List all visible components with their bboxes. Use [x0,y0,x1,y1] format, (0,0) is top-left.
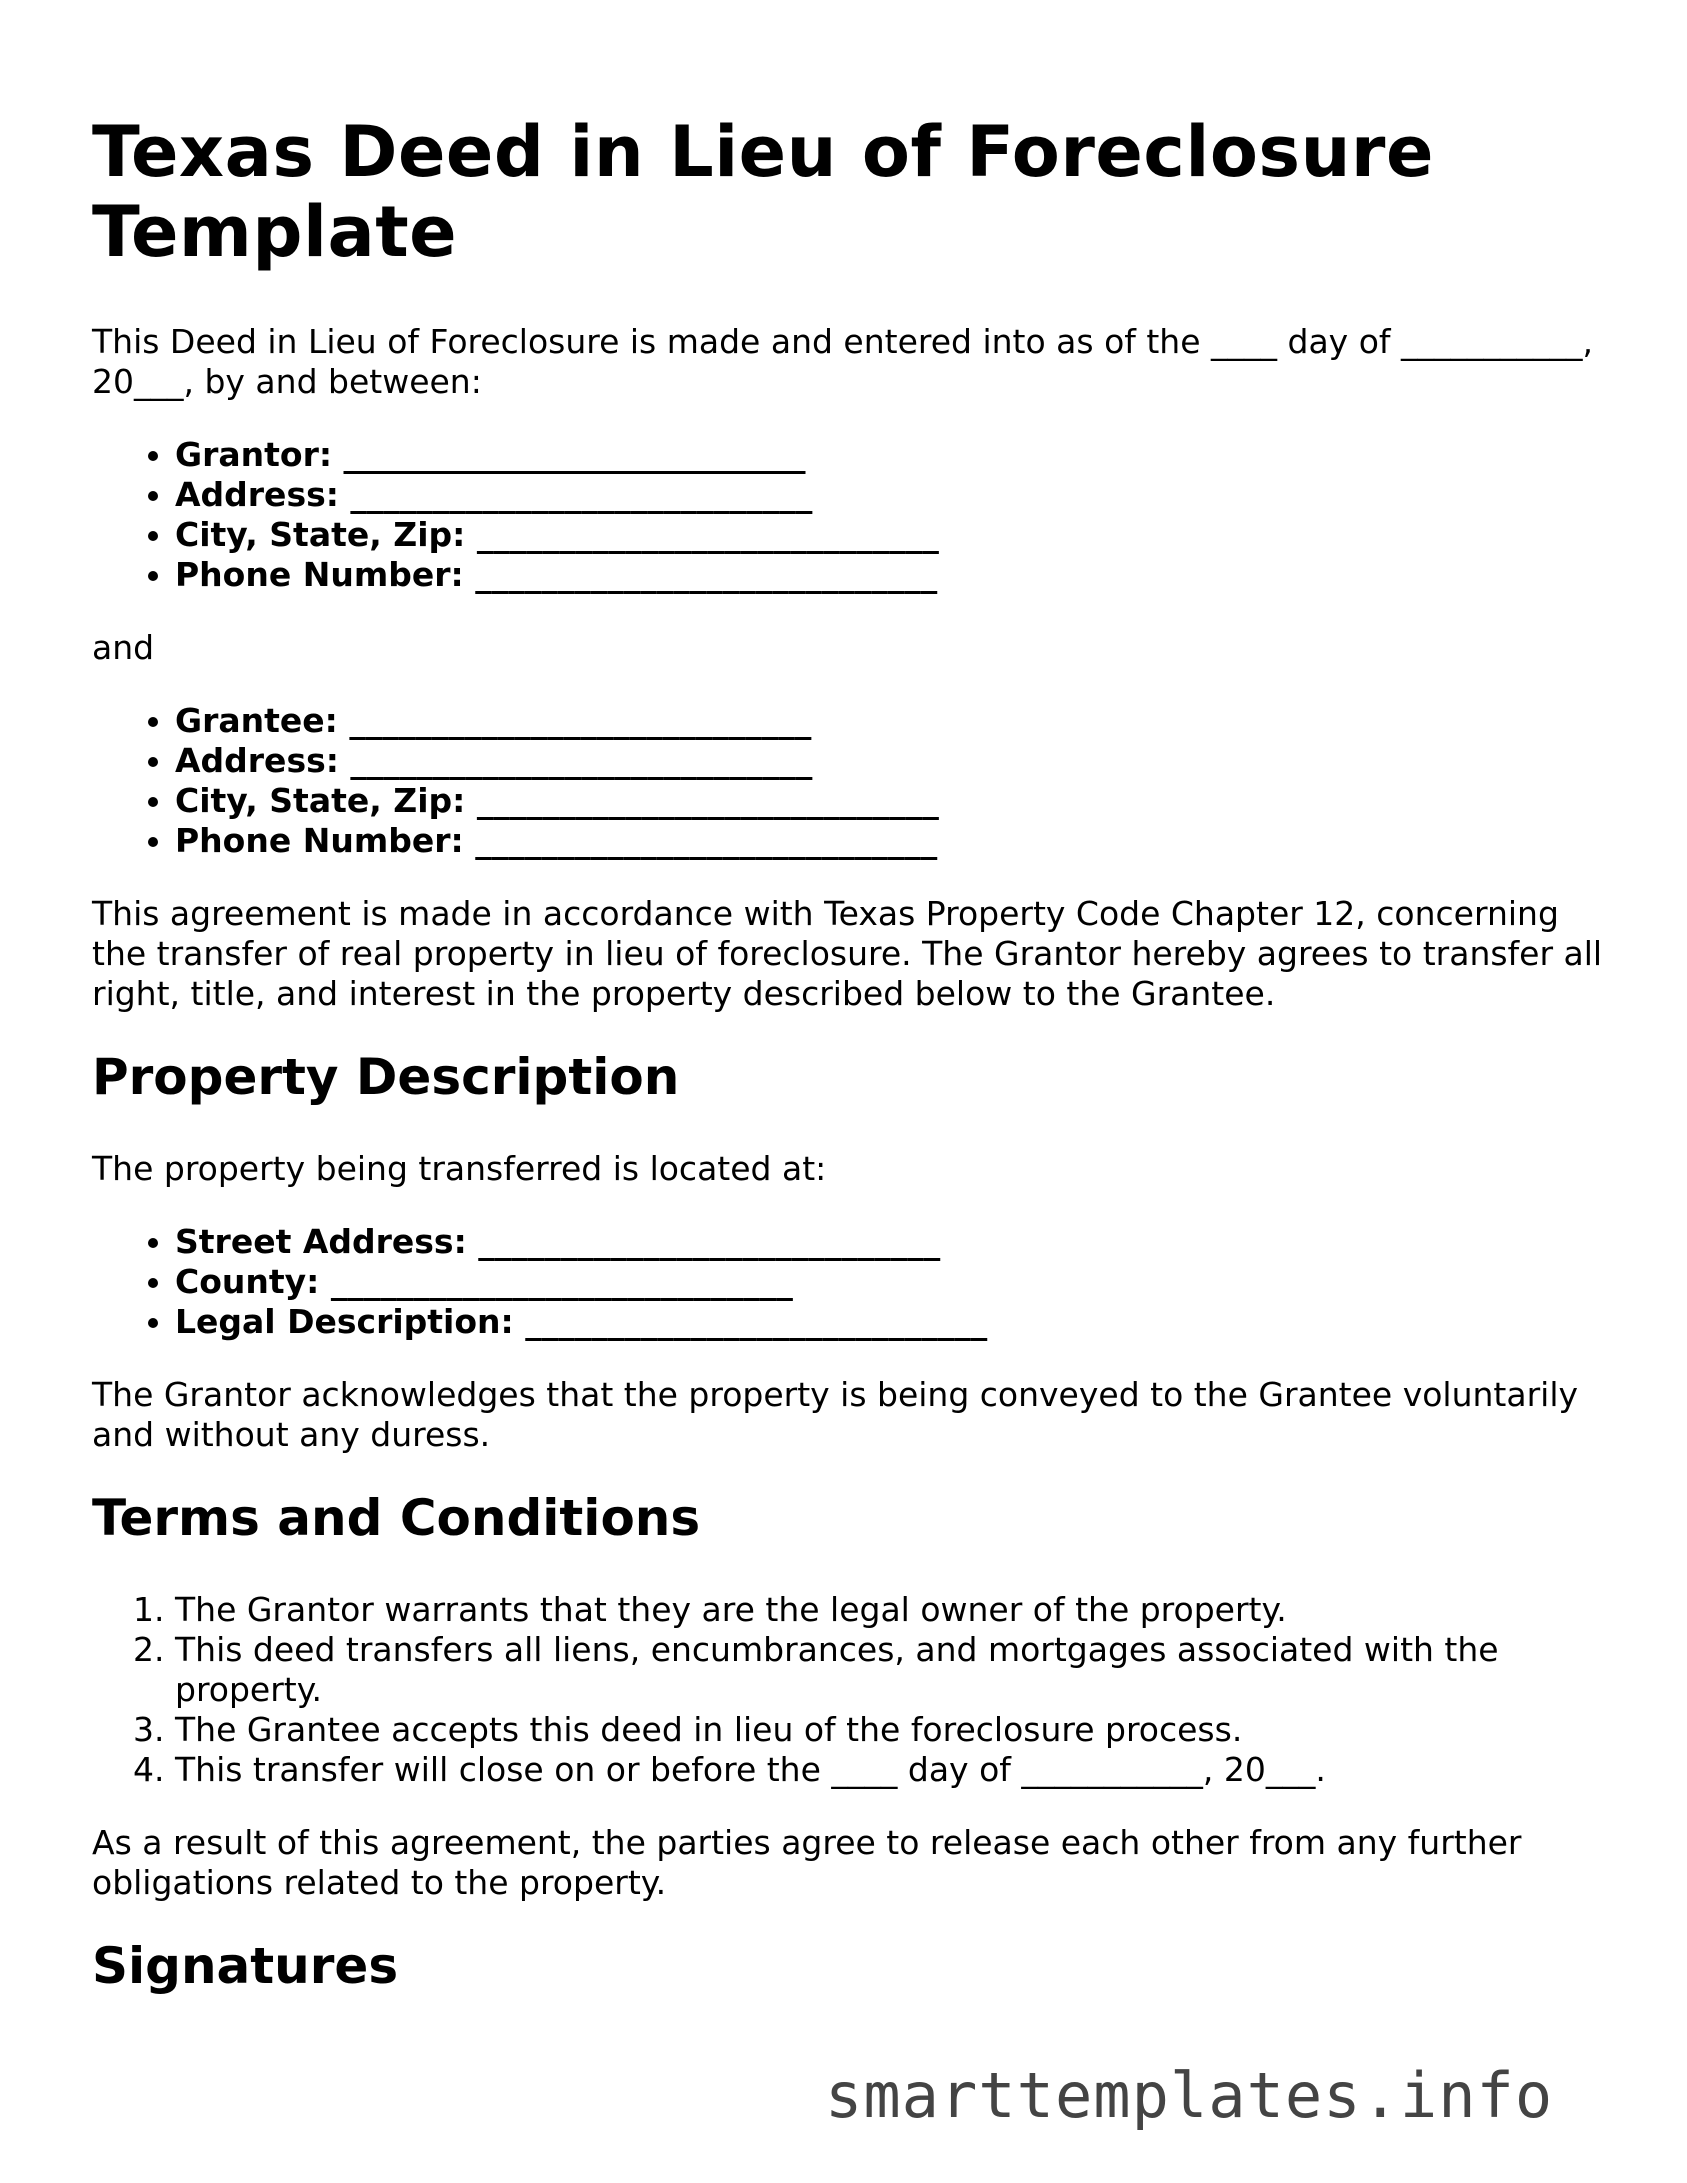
field-blank: ____________________________ [330,1262,793,1301]
grantor-city-state-zip-field [175,515,1612,555]
agreement-paragraph: This agreement is made in accordance with Texas Property Code Chapter 12, concerning the transfer of real property in lieu of foreclosure. The Grantor hereby agrees to transfer all right, title, and interest in the property described below to the Grantee. [92,894,1603,1013]
grantee-phone-field [175,821,1612,861]
field-label: City, State, Zip: [175,781,466,820]
term-item: 1. The Grantor warrants that they are the legal owner of the property. [175,1590,1612,1630]
field-blank: ____________________________ [350,741,813,780]
field-label: Grantee: [175,701,338,740]
grantee-list [92,701,1612,861]
signatures-heading: Signatures [92,1937,399,1995]
field-label: Grantor: [175,435,333,474]
field-blank: ____________________________ [475,555,938,594]
release-paragraph: As a result of this agreement, the parties agree to release each other from any further obligations related to the property. [92,1823,1522,1902]
property-description-heading: Property Description [92,1048,680,1106]
watermark: smarttemplates.info [825,2059,1554,2132]
field-label: Phone Number: [175,555,464,594]
term-item: 2. This deed transfers all liens, encumbrances, and mortgages associated with the property. [175,1630,1612,1710]
intro-paragraph: This Deed in Lieu of Foreclosure is made and entered into as of the ____ day of ___________, 20___, by and between: [92,322,1593,401]
grantor-phone-field [175,555,1612,595]
grantee-field [175,701,1612,741]
field-label: Address: [175,475,339,514]
terms-heading: Terms and Conditions [92,1489,701,1547]
field-label: City, State, Zip: [175,515,466,554]
property-intro: The property being transferred is located at: [92,1149,827,1188]
field-blank: ____________________________ [476,781,939,820]
field-blank: ____________________________ [343,435,806,474]
grantee-address-field [175,741,1612,781]
field-label: Address: [175,741,339,780]
field-label: Legal Description: [175,1302,514,1341]
county-field [175,1262,1612,1302]
term-item: 4. This transfer will close on or before the ____ day of ___________, 20___. [175,1750,1612,1790]
grantor-address-field [175,475,1612,515]
field-label: Street Address: [175,1222,467,1261]
field-label: Phone Number: [175,821,464,860]
street-address-field [175,1222,1612,1262]
grantor-field [175,435,1612,475]
field-blank: ____________________________ [478,1222,941,1261]
field-blank: ____________________________ [349,701,812,740]
term-item: 3. The Grantee accepts this deed in lieu of the foreclosure process. [175,1710,1612,1750]
field-blank: ____________________________ [476,515,939,554]
acknowledge-paragraph: The Grantor acknowledges that the property is being conveyed to the Grantee voluntarily and without any duress. [92,1375,1579,1454]
field-blank: ____________________________ [525,1302,988,1341]
grantee-city-state-zip-field [175,781,1612,821]
field-blank: ____________________________ [350,475,813,514]
property-list [92,1222,1612,1342]
document-page [92,112,1612,2038]
document-title: Texas Deed in Lieu of Foreclosure Template [92,111,1434,273]
legal-description-field [175,1302,1612,1342]
grantor-list [92,435,1612,595]
field-label: County: [175,1262,320,1301]
terms-list [92,1590,1612,1790]
and-text: and [92,628,155,667]
field-blank: ____________________________ [475,821,938,860]
